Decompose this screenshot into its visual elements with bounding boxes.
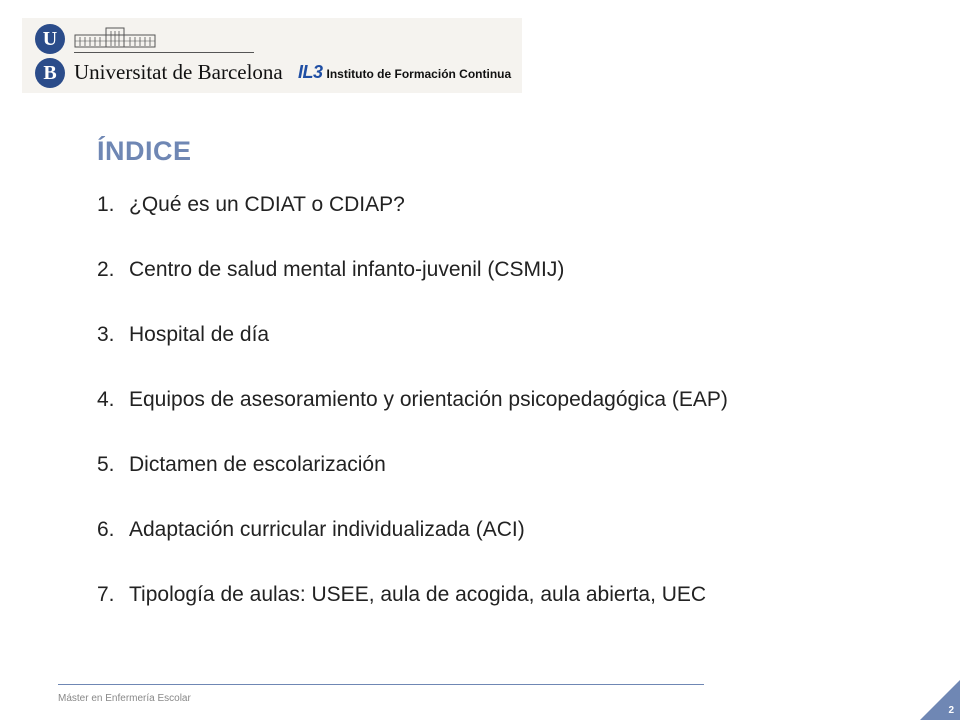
list-item-number: 5. <box>97 453 115 476</box>
index-list <box>97 193 728 648</box>
ub-building-icon <box>74 26 156 48</box>
list-item-number: 6. <box>97 518 115 541</box>
list-item <box>97 583 728 648</box>
list-item <box>97 518 728 583</box>
header-logos <box>22 18 522 93</box>
list-item <box>97 193 728 258</box>
il3-logo <box>298 62 511 83</box>
footer-divider <box>58 684 704 685</box>
list-item-text: Adaptación curricular individualizada (ACI) <box>129 518 525 541</box>
list-item <box>97 323 728 388</box>
list-item-text: Hospital de día <box>129 323 270 346</box>
ub-logo-b-icon: B <box>35 58 65 88</box>
list-item-number: 1. <box>97 193 115 216</box>
page-title: ÍNDICE <box>97 136 192 166</box>
list-item-text: Tipología de aulas: USEE, aula de acogida, aula abierta, UEC <box>129 583 707 606</box>
list-item-text: ¿Qué es un CDIAT o CDIAP? <box>129 193 405 216</box>
page-corner-triangle <box>920 680 960 720</box>
list-item-text: Equipos de asesoramiento y orientación psicopedagógica (EAP) <box>129 388 728 411</box>
list-item-number: 4. <box>97 388 115 411</box>
list-item-number: 2. <box>97 258 115 281</box>
ub-logo-divider <box>74 52 254 53</box>
list-item-number: 7. <box>97 583 115 606</box>
list-item <box>97 388 728 453</box>
university-name: Universitat de Barcelona <box>74 60 283 84</box>
il3-institute-name: Instituto de Formación Continua <box>326 67 512 81</box>
list-item-number: 3. <box>97 323 115 346</box>
il3-mark: IL3 <box>298 62 323 82</box>
list-item <box>97 453 728 518</box>
list-item-text: Centro de salud mental infanto-juvenil (CSMIJ) <box>129 258 565 281</box>
ub-logo-u-icon: U <box>35 24 65 54</box>
page-number: 2 <box>948 705 954 716</box>
list-item-text: Dictamen de escolarización <box>129 453 386 476</box>
footer-text: Máster en Enfermería Escolar <box>58 693 191 704</box>
list-item <box>97 258 728 323</box>
